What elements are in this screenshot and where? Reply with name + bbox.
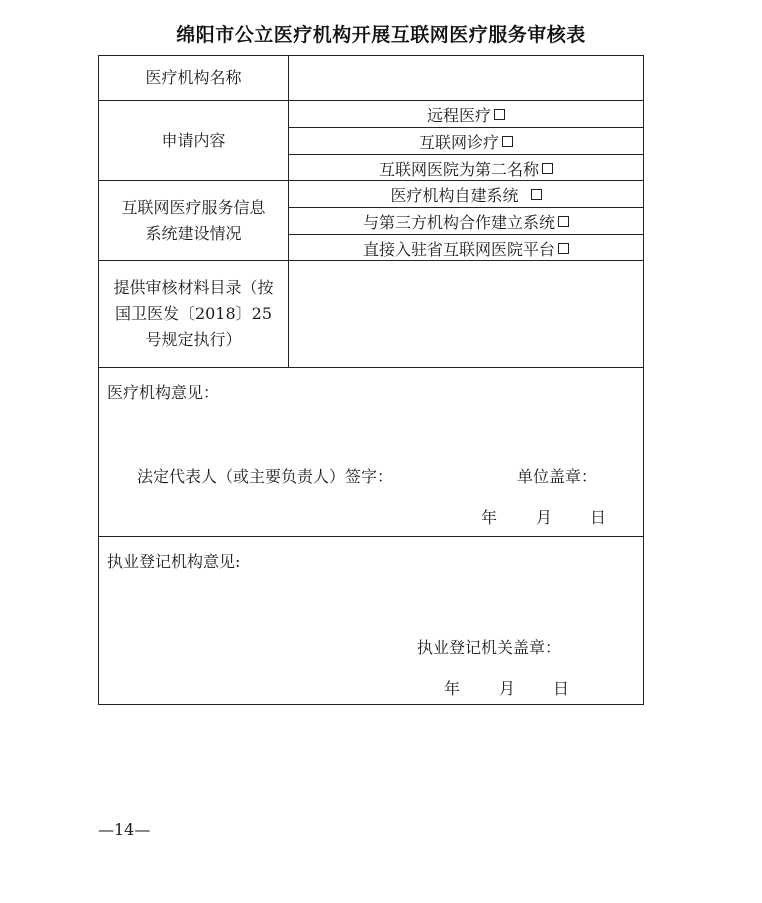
legal-representative-signature-label: 法定代表人（或主要负责人）签字： [137,467,394,486]
review-materials-label-line2: 国卫医发〔2018〕25 [114,304,273,323]
checkbox-internet-hospital-second-name[interactable] [542,163,553,174]
date-day: 日 [553,679,570,698]
review-materials-label-line3: 号规定执行） [145,330,242,349]
option-internet-hospital-second-name-label: 互联网医院为第二名称 [378,159,539,179]
registration-opinion-date [99,676,643,698]
institution-opinion-section [99,367,643,536]
unit-seal-label: 单位盖章： [517,467,598,486]
checkbox-provincial-platform[interactable] [558,243,569,254]
checkbox-third-party-system[interactable] [558,216,569,227]
system-construction-label-line2: 系统建设情况 [145,223,242,243]
option-provincial-platform-label: 直接入驻省互联网医院平台 [362,239,555,259]
system-options [289,181,643,260]
date-month: 月 [499,679,516,698]
option-provincial-platform[interactable] [289,234,643,261]
option-third-party-system-label: 与第三方机构合作建立系统 [362,212,555,232]
option-remote-medical[interactable] [289,101,643,127]
checkbox-internet-diagnosis[interactable] [502,136,513,147]
option-internet-diagnosis[interactable] [289,127,643,154]
option-self-built-system-label: 医疗机构自建系统 [390,185,519,205]
date-year: 年 [481,508,498,527]
review-materials-field[interactable] [289,261,643,367]
registration-seal-label: 执业登记机关盖章： [417,638,562,657]
institution-opinion-date [99,505,643,527]
registration-opinion-section [99,536,643,704]
page-title: 绵阳市公立医疗机构开展互联网医疗服务审核表 [176,24,586,46]
option-internet-diagnosis-label: 互联网诊疗 [418,132,499,152]
institution-name-row [99,56,643,100]
date-year: 年 [444,679,461,698]
option-third-party-system[interactable] [289,207,643,234]
review-materials-row [99,260,643,367]
checkbox-self-built-system[interactable] [531,189,542,200]
application-content-label: 申请内容 [99,101,289,180]
option-self-built-system[interactable] [289,181,643,207]
registration-opinion-label: 执业登记机构意见: [107,552,241,571]
application-options [289,101,643,180]
system-construction-label-line1: 互联网医疗服务信息 [121,197,266,217]
institution-name-label: 医疗机构名称 [99,56,289,100]
checkbox-remote-medical[interactable] [494,109,505,120]
system-construction-label [99,181,289,260]
institution-name-field[interactable] [289,56,643,100]
review-form-table [98,55,644,705]
page-number: —14— [98,820,151,839]
system-construction-row [99,180,643,260]
application-content-row [99,100,643,180]
option-remote-medical-label: 远程医疗 [426,105,491,125]
review-materials-label [99,261,289,367]
institution-opinion-label: 医疗机构意见： [107,383,220,402]
date-month: 月 [536,508,553,527]
date-day: 日 [590,508,607,527]
option-internet-hospital-second-name[interactable] [289,154,643,181]
review-materials-label-line1: 提供审核材料目录（按 [113,278,274,297]
